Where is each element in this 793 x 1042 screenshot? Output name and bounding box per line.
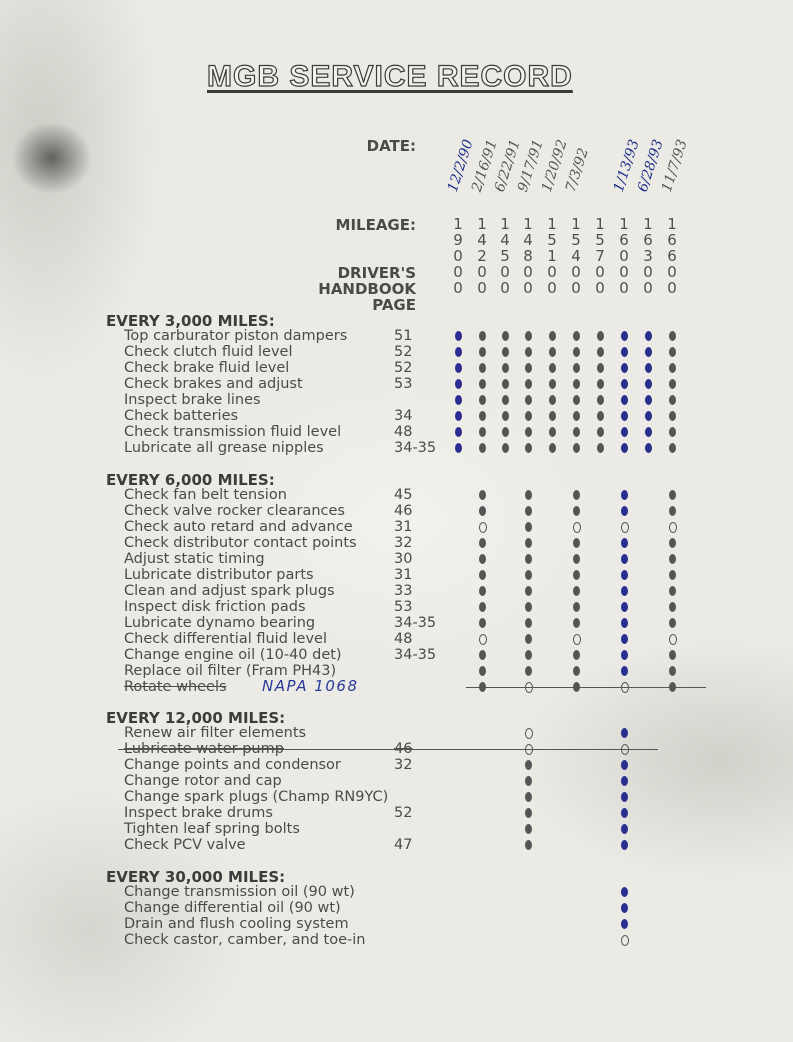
mileage-digit: 4: [571, 247, 581, 265]
task-name: Replace oil filter (Fram PH43): [124, 663, 337, 679]
task-name: Check distributor contact points: [124, 535, 357, 551]
done-mark: [597, 347, 604, 357]
mileage-digit: 0: [453, 247, 463, 265]
done-mark: [502, 347, 509, 357]
mileage-digit: 6: [619, 231, 629, 249]
done-mark: [621, 570, 628, 580]
task-name: Change transmission oil (90 wt): [124, 884, 355, 900]
done-mark: [502, 363, 509, 373]
done-mark: [645, 331, 652, 341]
done-mark: [669, 506, 676, 516]
mileage-digit: 8: [523, 247, 533, 265]
done-mark: [621, 379, 628, 389]
done-mark: [455, 363, 462, 373]
done-mark: [455, 427, 462, 437]
done-mark: [573, 331, 580, 341]
done-mark: [669, 363, 676, 373]
task-name: Check transmission fluid level: [124, 424, 342, 440]
strike-line: [466, 687, 706, 688]
done-mark: [573, 602, 580, 612]
done-mark: [645, 363, 652, 373]
done-mark: [669, 618, 676, 628]
done-mark: [621, 506, 628, 516]
mileage-digit: 0: [477, 279, 487, 297]
mileage-digit: 1: [595, 215, 605, 233]
done-mark: [621, 427, 628, 437]
done-mark: [621, 347, 628, 357]
mileage-digit: 1: [523, 215, 533, 233]
done-mark: [573, 666, 580, 676]
mileage-digit: 4: [523, 231, 533, 249]
done-mark: [479, 411, 486, 421]
done-mark: [621, 602, 628, 612]
done-mark: [645, 395, 652, 405]
done-mark: [525, 776, 532, 786]
done-mark: [479, 331, 486, 341]
done-mark: [525, 363, 532, 373]
done-mark: [621, 650, 628, 660]
mileage-digit: 6: [643, 231, 653, 249]
done-mark: [573, 538, 580, 548]
task-name: Check PCV valve: [124, 837, 246, 853]
mileage-digit: 9: [453, 231, 463, 249]
mileage-digit: 5: [571, 231, 581, 249]
handbook-label-line3: PAGE: [372, 296, 416, 314]
handbook-page: 32: [394, 757, 413, 773]
done-mark: [549, 347, 556, 357]
task-name: Top carburator piston dampers: [124, 328, 348, 344]
done-mark: [479, 347, 486, 357]
done-mark: [573, 586, 580, 596]
done-mark: [549, 395, 556, 405]
skipped-mark: [621, 522, 629, 533]
section-title: EVERY 6,000 MILES:: [106, 471, 275, 489]
done-mark: [525, 427, 532, 437]
done-mark: [479, 586, 486, 596]
mileage-digit: 1: [477, 215, 487, 233]
done-mark: [455, 443, 462, 453]
skipped-mark: [669, 634, 677, 645]
done-mark: [479, 490, 486, 500]
done-mark: [502, 443, 509, 453]
skipped-mark: [621, 935, 629, 946]
done-mark: [502, 427, 509, 437]
done-mark: [525, 379, 532, 389]
done-mark: [621, 634, 628, 644]
skipped-mark: [525, 728, 533, 739]
done-mark: [645, 379, 652, 389]
done-mark: [669, 443, 676, 453]
done-mark: [669, 650, 676, 660]
task-name: Check clutch fluid level: [124, 344, 293, 360]
mileage-digit: 0: [643, 279, 653, 297]
done-mark: [669, 490, 676, 500]
done-mark: [455, 379, 462, 389]
task-name: Clean and adjust spark plugs: [124, 583, 335, 599]
handbook-page: 53: [394, 599, 413, 615]
mileage-digit: 0: [453, 263, 463, 281]
done-mark: [621, 887, 628, 897]
done-mark: [669, 570, 676, 580]
done-mark: [479, 554, 486, 564]
service-date-0: 12/2/90: [444, 137, 477, 194]
done-mark: [573, 347, 580, 357]
task-name: Change spark plugs (Champ RN9YC): [124, 789, 389, 805]
page-title: MGB SERVICE RECORD: [207, 60, 573, 93]
handbook-page: 45: [394, 487, 413, 503]
done-mark: [455, 331, 462, 341]
task-name: Lubricate all grease nipples: [124, 440, 324, 456]
done-mark: [479, 443, 486, 453]
done-mark: [502, 395, 509, 405]
mileage-digit: 0: [547, 279, 557, 297]
handbook-page: 53: [394, 376, 413, 392]
task-name: Tighten leaf spring bolts: [124, 821, 300, 837]
handbook-page: 51: [394, 328, 413, 344]
done-mark: [645, 411, 652, 421]
done-mark: [621, 792, 628, 802]
mileage-digit: 3: [643, 247, 653, 265]
done-mark: [573, 618, 580, 628]
skipped-mark: [573, 522, 581, 533]
done-mark: [573, 506, 580, 516]
done-mark: [597, 443, 604, 453]
done-mark: [669, 379, 676, 389]
done-mark: [597, 331, 604, 341]
service-date-3: 9/17/91: [514, 137, 547, 194]
mileage-digit: 0: [619, 279, 629, 297]
mileage-digit: 0: [571, 279, 581, 297]
done-mark: [479, 395, 486, 405]
done-mark: [573, 490, 580, 500]
done-mark: [669, 411, 676, 421]
done-mark: [621, 618, 628, 628]
done-mark: [573, 427, 580, 437]
done-mark: [621, 919, 628, 929]
mileage-digit: 6: [667, 247, 677, 265]
done-mark: [479, 363, 486, 373]
mileage-digit: 1: [571, 215, 581, 233]
handbook-page: 46: [394, 503, 413, 519]
mileage-digit: 4: [500, 231, 510, 249]
mileage-digit: 2: [477, 247, 487, 265]
done-mark: [621, 554, 628, 564]
service-date-9: 11/7/93: [658, 137, 691, 194]
handbook-page: 30: [394, 551, 413, 567]
done-mark: [479, 506, 486, 516]
done-mark: [621, 411, 628, 421]
done-mark: [525, 586, 532, 596]
done-mark: [549, 443, 556, 453]
done-mark: [645, 443, 652, 453]
done-mark: [621, 363, 628, 373]
done-mark: [621, 490, 628, 500]
done-mark: [669, 602, 676, 612]
mileage-digit: 0: [523, 279, 533, 297]
mileage-digit: 1: [547, 215, 557, 233]
done-mark: [597, 427, 604, 437]
mileage-digit: 0: [500, 279, 510, 297]
done-mark: [525, 650, 532, 660]
task-name: Check brakes and adjust: [124, 376, 303, 392]
service-date-2: 6/22/91: [491, 137, 524, 194]
mileage-digit: 5: [547, 231, 557, 249]
mileage-digit: 0: [595, 263, 605, 281]
mileage-digit: 0: [453, 279, 463, 297]
done-mark: [621, 443, 628, 453]
done-mark: [669, 331, 676, 341]
done-mark: [525, 554, 532, 564]
done-mark: [525, 490, 532, 500]
done-mark: [549, 331, 556, 341]
mileage-digit: 0: [667, 279, 677, 297]
done-mark: [597, 363, 604, 373]
done-mark: [621, 538, 628, 548]
done-mark: [502, 379, 509, 389]
mileage-digit: 7: [595, 247, 605, 265]
done-mark: [669, 586, 676, 596]
done-mark: [621, 586, 628, 596]
done-mark: [621, 840, 628, 850]
task-name: Check auto retard and advance: [124, 519, 353, 535]
task-name: Drain and flush cooling system: [124, 916, 349, 932]
handbook-page: 31: [394, 519, 413, 535]
oil-filter-note: NAPA 1068: [262, 677, 359, 695]
task-name: Check differential fluid level: [124, 631, 327, 647]
mileage-digit: 5: [595, 231, 605, 249]
mileage-digit: 0: [571, 263, 581, 281]
done-mark: [621, 728, 628, 738]
service-date-4: 1/20/92: [538, 137, 571, 194]
mileage-digit: 0: [500, 263, 510, 281]
task-name: Check fan belt tension: [124, 487, 287, 503]
done-mark: [621, 666, 628, 676]
done-mark: [525, 792, 532, 802]
done-mark: [502, 331, 509, 341]
done-mark: [621, 824, 628, 834]
service-date-5: 7/3/92: [562, 146, 592, 194]
done-mark: [525, 347, 532, 357]
handbook-page: 52: [394, 344, 413, 360]
done-mark: [549, 411, 556, 421]
done-mark: [549, 363, 556, 373]
service-date-7: 1/13/93: [610, 137, 643, 194]
task-name: Check batteries: [124, 408, 239, 424]
handbook-label-line2: HANDBOOK: [318, 280, 416, 298]
done-mark: [669, 554, 676, 564]
done-mark: [669, 666, 676, 676]
done-mark: [669, 395, 676, 405]
handbook-page: 48: [394, 424, 413, 440]
task-name: Change rotor and cap: [124, 773, 282, 789]
mileage-digit: 1: [643, 215, 653, 233]
task-name: Inspect brake lines: [124, 392, 261, 408]
skipped-mark: [479, 634, 487, 645]
handbook-page: 31: [394, 567, 413, 583]
done-mark: [455, 347, 462, 357]
done-mark: [525, 760, 532, 770]
done-mark: [479, 379, 486, 389]
handbook-page: 34: [394, 408, 413, 424]
mileage-digit: 0: [523, 263, 533, 281]
mileage-digit: 1: [667, 215, 677, 233]
done-mark: [549, 379, 556, 389]
done-mark: [479, 650, 486, 660]
done-mark: [549, 427, 556, 437]
skipped-mark: [573, 634, 581, 645]
task-name: Lubricate dynamo bearing: [124, 615, 316, 631]
done-mark: [525, 840, 532, 850]
task-name: Change differential oil (90 wt): [124, 900, 341, 916]
mileage-digit: 4: [477, 231, 487, 249]
task-name: Check castor, camber, and toe-in: [124, 932, 366, 948]
task-name: Check brake fluid level: [124, 360, 290, 376]
done-mark: [573, 379, 580, 389]
skipped-mark: [669, 522, 677, 533]
task-name: Change engine oil (10-40 det): [124, 647, 342, 663]
task-name: Change points and condensor: [124, 757, 341, 773]
task-name: Lubricate water pump: [124, 741, 284, 757]
mileage-label: MILEAGE:: [335, 216, 416, 234]
mileage-digit: 0: [643, 263, 653, 281]
service-date-1: 2/16/91: [468, 137, 501, 194]
mileage-digit: 0: [477, 263, 487, 281]
done-mark: [573, 363, 580, 373]
done-mark: [479, 602, 486, 612]
done-mark: [669, 427, 676, 437]
handbook-page: 33: [394, 583, 413, 599]
done-mark: [525, 602, 532, 612]
done-mark: [479, 538, 486, 548]
done-mark: [621, 395, 628, 405]
handbook-page: 48: [394, 631, 413, 647]
done-mark: [597, 411, 604, 421]
done-mark: [621, 776, 628, 786]
mileage-digit: 0: [619, 263, 629, 281]
mileage-digit: 0: [595, 279, 605, 297]
done-mark: [525, 395, 532, 405]
done-mark: [479, 570, 486, 580]
done-mark: [621, 331, 628, 341]
task-name: Lubricate distributor parts: [124, 567, 314, 583]
handbook-label-line1: DRIVER'S: [337, 264, 416, 282]
done-mark: [621, 903, 628, 913]
done-mark: [525, 538, 532, 548]
done-mark: [525, 634, 532, 644]
handbook-page: 47: [394, 837, 413, 853]
skipped-mark: [479, 522, 487, 533]
done-mark: [479, 666, 486, 676]
mileage-digit: 1: [453, 215, 463, 233]
handbook-page: 52: [394, 360, 413, 376]
done-mark: [597, 379, 604, 389]
done-mark: [525, 808, 532, 818]
done-mark: [525, 411, 532, 421]
done-mark: [573, 443, 580, 453]
done-mark: [573, 650, 580, 660]
task-name: Inspect brake drums: [124, 805, 273, 821]
mileage-digit: 0: [547, 263, 557, 281]
done-mark: [525, 666, 532, 676]
done-mark: [621, 760, 628, 770]
mileage-digit: 0: [619, 247, 629, 265]
done-mark: [525, 618, 532, 628]
done-mark: [597, 395, 604, 405]
done-mark: [645, 427, 652, 437]
done-mark: [502, 411, 509, 421]
done-mark: [573, 395, 580, 405]
done-mark: [525, 522, 532, 532]
done-mark: [669, 347, 676, 357]
done-mark: [573, 411, 580, 421]
strike-line: [118, 749, 658, 750]
task-name: Check valve rocker clearances: [124, 503, 345, 519]
done-mark: [573, 554, 580, 564]
task-name: Renew air filter elements: [124, 725, 307, 741]
done-mark: [525, 331, 532, 341]
done-mark: [479, 618, 486, 628]
done-mark: [525, 570, 532, 580]
date-label: DATE:: [366, 137, 416, 155]
done-mark: [645, 347, 652, 357]
done-mark: [455, 411, 462, 421]
done-mark: [525, 443, 532, 453]
service-date-8: 6/28/93: [634, 137, 667, 194]
mileage-digit: 0: [667, 263, 677, 281]
mileage-digit: 1: [547, 247, 557, 265]
done-mark: [525, 506, 532, 516]
handbook-page: 32: [394, 535, 413, 551]
section-title: EVERY 3,000 MILES:: [106, 312, 275, 330]
done-mark: [455, 395, 462, 405]
mileage-digit: 5: [500, 247, 510, 265]
handbook-page: 46: [394, 741, 413, 757]
done-mark: [525, 824, 532, 834]
task-name: Inspect disk friction pads: [124, 599, 306, 615]
handbook-page: 52: [394, 805, 413, 821]
mileage-digit: 6: [667, 231, 677, 249]
done-mark: [479, 427, 486, 437]
mileage-digit: 1: [619, 215, 629, 233]
section-title: EVERY 12,000 MILES:: [106, 709, 286, 727]
done-mark: [669, 538, 676, 548]
done-mark: [621, 808, 628, 818]
section-title: EVERY 30,000 MILES:: [106, 868, 286, 886]
mileage-digit: 1: [500, 215, 510, 233]
task-name: Rotate wheels: [124, 679, 227, 695]
task-name: Adjust static timing: [124, 551, 265, 567]
handbook-page: 34-35: [394, 647, 437, 663]
handbook-page: 34-35: [394, 615, 437, 631]
done-mark: [573, 570, 580, 580]
handbook-page: 34-35: [394, 440, 437, 456]
